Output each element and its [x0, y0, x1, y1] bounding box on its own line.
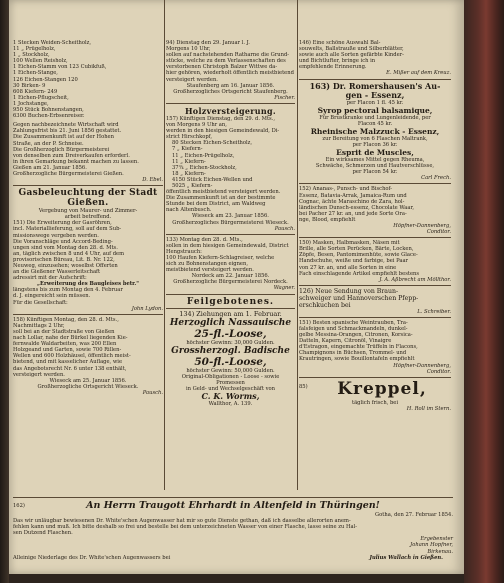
section-subheading: arbeit betreffend. — [64, 214, 112, 221]
divider — [166, 103, 295, 104]
ad-text — [299, 288, 451, 309]
text-line: Hengstrauch: — [166, 248, 202, 255]
text-line: Champignons in Büchsen, Trommel- und — [299, 350, 407, 357]
text-line: 80 Stecken Eichen-Scheitholz, — [172, 140, 253, 147]
text-line: von Morgens 9 Uhr an, — [166, 122, 227, 129]
notice-office: Großherzogliche Ortsgericht Wieseck. — [37, 383, 139, 390]
text-line: nge, Blood, empfiehlt — [299, 216, 356, 223]
ad-heading: 163) Dr. Romershausen's Au- — [309, 80, 441, 91]
text-line: 950 Stück Bohnenstangen, — [13, 107, 84, 114]
lottery-shop: in Geld- und Wechselgeschäft von — [186, 385, 275, 392]
text-line: sollen in dem hiesigen Gemeindewald, District — [166, 242, 289, 249]
ad-price: per Flacon 1 fl. 45 kr. — [346, 99, 404, 106]
text-line: 126) Neue Sendung von Braun- — [299, 287, 399, 295]
ad-text — [13, 518, 453, 536]
signature: H. Roll im Stern. — [406, 405, 451, 412]
ad-heading: Kreppel, — [337, 378, 427, 399]
lottery-shop-name: C. K. Worms, — [201, 391, 260, 402]
text-line: sowie auch alle Sorten gefärbte Kinder- — [299, 52, 404, 59]
wood-list — [166, 140, 295, 189]
text-line: sich zu Bohnenstangen eignen, — [166, 261, 248, 268]
ad-date: Gotha, den 27. Februar 1854. — [375, 512, 453, 518]
text-line: Flacon 45 kr. — [357, 120, 393, 127]
agency-text: Alleinige Niederlage des Dr. White'schen Augenwassers bei — [13, 554, 171, 561]
text-line: 1 Stecken Weiden-Scheitholz, — [13, 40, 92, 46]
ad-text — [299, 186, 451, 223]
signature: D. Ebel. — [142, 177, 163, 184]
text-line: 158) Künftigen Montag, den 28. d. Mts., — [13, 316, 119, 323]
text-line: Holzgeand und Garten, sowie 700 Rillen- — [13, 347, 122, 354]
divider — [299, 183, 451, 184]
text-line: Das wir unläugbar bewiesenen Dr. White'schen Augenwasser hat mir so gute Dienste gethan, daß ich dasselbe allerorten anem- — [13, 518, 351, 525]
text-line: soll bei an der Stadtstraße von Gießen — [13, 328, 115, 335]
left-page-edge — [0, 0, 9, 583]
notice-text — [166, 189, 295, 213]
text-line: 94) Dienstag den 29. Januar l. J. — [166, 40, 250, 46]
text-line: 11 „ Eichen-Prügelholz, — [172, 152, 235, 159]
text-line: nach Altenbusch. — [166, 207, 212, 214]
text-line: 1 „ Stockholz, — [13, 52, 50, 59]
text-line: strict Hirschkopf, — [166, 134, 213, 141]
divider — [299, 79, 451, 80]
ad-heading: An Herrn Traugott Ehrhardt in Altenfeld in Thüringen! — [86, 500, 380, 511]
ad-text — [299, 240, 451, 277]
lottery-intro: 134) Ziehungen am 1. Februar. — [179, 309, 282, 318]
text-line: 1 Eichen-Stange, — [13, 70, 58, 77]
kreppel-ad — [299, 380, 451, 400]
text-line: d'Estragon, eingemachte Trüffeln in Flacons, — [299, 344, 418, 351]
text-line: 100 Haufen Kiefern-Schlagreiser, welche — [166, 255, 275, 261]
notice-date: Nordeck am 22. Januar 1856. — [191, 273, 270, 280]
text-line: hier gehören, wiederholt öffentlich meistbietend — [166, 70, 294, 77]
notice-text — [166, 40, 295, 83]
divider — [166, 294, 295, 295]
text-line: versteigert werden. — [13, 371, 65, 378]
text-line: sollen auf nachstehenden Ratharne die Grund- — [166, 52, 290, 59]
bottom-shadow — [9, 574, 464, 583]
text-line: Promessen — [216, 379, 245, 386]
lottery-price: 25-fl.-Loose, — [194, 327, 267, 340]
wood-list — [13, 40, 163, 119]
text-line: 146) Eine schöne Auswahl Bal- — [299, 40, 381, 46]
text-line: Handschuhe, weiße und farbige, bei Paar — [299, 258, 409, 265]
text-line: Gegen nachbezeichnete Wirtschaft wird — [13, 122, 119, 129]
signature-title: Conditor. — [426, 229, 451, 236]
text-line: Neuweg, einzusehen; woselbst Offerten — [13, 263, 118, 269]
signature: Johann Hopfner, — [410, 542, 453, 549]
notice-text — [13, 287, 163, 305]
book-spine — [464, 0, 504, 583]
signature-title: Conditor. — [426, 368, 451, 375]
text-line: 11 „ Kiefern- — [172, 158, 206, 165]
text-line: 608 Kiefern- 249 — [13, 88, 58, 95]
section-heading: Gasbeleuchtung der Stadt — [18, 188, 158, 199]
divider — [299, 285, 451, 286]
text-line: Fach einschlagende Artikel empfiehlt bestens — [299, 270, 420, 277]
bottom-ad — [13, 500, 453, 562]
section-heading: Holzversteigerung. — [184, 105, 277, 116]
text-line: Wellen und 600 Holzhäusel, öffentlich meist- — [13, 353, 131, 360]
signature: L. Schreiber. — [417, 308, 451, 315]
notice-text — [13, 317, 163, 378]
text-line: das Angebotsrecht Nr. 6 unter 138 enthält, — [13, 365, 127, 372]
lottery-heading: Herzoglich Nassauische — [169, 317, 292, 328]
text-line: 151) Besten spanische Weintrauben, Tra- — [299, 319, 408, 326]
text-line: Gießen am 21. Januar 1856. — [13, 164, 87, 171]
text-line: bei Pacher 27 kr. an, und jede Sorte Ora- — [299, 210, 407, 217]
ad-heading: Esprit de Muscles, — [336, 148, 414, 158]
text-line: 1 Eichen-Stamm von 123 Cubikfuß, — [13, 64, 107, 71]
text-line: stücke, welche zu dem Verlassenschaften des — [166, 58, 286, 65]
lottery-text — [166, 374, 295, 386]
text-line: Essenz, Batavia-Arrak, Jamaica-Rum und — [299, 192, 407, 199]
text-line: erschkuchen bei — [299, 301, 351, 309]
text-line: souwelts, Ballstrauße und Silberblätter, — [299, 46, 404, 53]
column-divider — [164, 0, 165, 490]
text-line: provisorischen Büreau, Lit. B. Nr. 122, — [13, 256, 115, 263]
lottery-heading: Grossherzogl. Badische — [171, 345, 290, 356]
text-line: Für die Gesellschaft: — [13, 299, 68, 306]
ad-heading: Rheinische Malzzuck - Essenz, — [310, 126, 440, 136]
text-line: falsfeigen und Schmackmandeln, dunkel- — [299, 326, 408, 332]
divider — [13, 497, 453, 498]
text-line: Die Voranschläge und Accord-Beding- — [13, 238, 113, 245]
divider — [13, 314, 163, 315]
notice-bold-line: „Erweiterung des Baugleises betr." — [37, 281, 139, 288]
text-line: Stunde bei dem District, am Waldweg — [166, 201, 266, 208]
signature: Pausch. — [274, 225, 295, 232]
text-line: meistbietend versteigert werden. — [166, 267, 254, 274]
column-divider — [297, 0, 298, 490]
text-line: Zahlungsfrist bis 21. Juni 1856 gestattet. — [13, 128, 122, 135]
ad-number: 85) — [299, 383, 308, 390]
text-line: Original-Obligationen - Loose - sowie — [181, 373, 280, 380]
divider — [166, 308, 295, 309]
text-line: Für Brustkranke und Lungenleidende, per — [319, 114, 431, 121]
text-line: schweiger und Hannoverschen Pfepp- — [299, 294, 419, 302]
lottery-prize: höchster Gewinn: 50,000 Gulden. — [186, 367, 275, 374]
notice-office: Großherzogliches Bürgermeisterei Wieseck. — [172, 219, 289, 226]
text-line: 150) Masken, Halbmasken, Näsen mit — [299, 240, 400, 247]
text-line: Schwäche, Schmerzen und Hautverschlüsse, — [315, 163, 435, 170]
text-line: in ihren Gemarkung bekannt machen zu lassen. — [13, 158, 139, 165]
ad-text: zur Bereitung von 6 Flaschen Maltrank, — [322, 135, 428, 142]
text-line: 126 Eichen-Stangen 120 — [13, 76, 78, 83]
divider — [299, 237, 451, 238]
notice-text — [166, 237, 295, 274]
lottery-price: 50-fl.-Loose, — [194, 355, 267, 368]
notice-date: Wieseck am 23. Januar 1856. — [192, 213, 269, 220]
text-line: ländischen Dunsch-essenz, Chocolate Waar, — [299, 204, 415, 211]
text-line: 100 Wellen Reisholz, — [13, 58, 68, 65]
text-line: 30 Birken- 9 — [13, 82, 46, 89]
signature: Höpfner-Dannenberg, — [393, 362, 451, 369]
text-line: 37¾ „ Eichen-Stockholz, — [172, 164, 237, 171]
text-line: fernwalde Waldarbeiten, was 200 Ellen — [13, 341, 117, 348]
signature: Höpfner-Dannenberg, — [393, 222, 451, 229]
text-line: 18 „ Kiefern- — [172, 170, 206, 177]
ad-text — [299, 320, 451, 363]
lottery-shop-address: Wallthor, A. 139. — [208, 401, 253, 408]
text-line: adressirt mit der Aufschrift: — [13, 275, 87, 282]
notice-text — [13, 122, 163, 177]
text-line: empfehlende Erinnerung. — [299, 64, 367, 71]
notice-text — [166, 116, 295, 140]
signature-role: Ergebenster — [420, 536, 453, 543]
text-line: d. J. eingereicht sein müssen. — [13, 293, 91, 300]
text-line: Großherzogliche Bürgermeisterei Gießen. — [13, 170, 124, 177]
signature: J. A. Aßbrecht am Möllthor. — [379, 276, 451, 283]
text-line: missionswege vergeben werden. — [13, 232, 99, 239]
text-line: per Flacon 54 kr. — [352, 169, 398, 176]
text-line: 1 Jochstange, — [13, 100, 49, 107]
text-line: fehlen kann und muß. Ich bitte deshalb so frei und bestelle bei dem unterzeichneten Wasser von einer Flasche, lasse seine zu Hal- — [13, 524, 357, 531]
text-line: längstens bis zum Montag den 4. Februar — [13, 287, 123, 294]
text-line: sen Dutzend Flaschen. — [13, 530, 73, 537]
text-line: 5025 „ Kiefern- — [172, 182, 213, 189]
signature-place: Birkenau. — [427, 548, 453, 555]
ad-heading: gen - Essenz, — [345, 89, 405, 100]
text-line: Die Großherzoglich Bürgermeisterei — [13, 146, 110, 153]
notice-office: Großherzogliches Ortsgericht Staufenberg. — [173, 88, 288, 95]
text-line: 11 „ Prügelholz, — [13, 46, 56, 53]
text-line: 133) Montag den 28. d. Mts., — [166, 236, 243, 243]
text-line: 151) Die Erweiterung der Gasröhren, — [13, 220, 112, 227]
divider — [166, 234, 295, 235]
notice-date: Staufenberg am 16. Januar 1856. — [186, 82, 275, 89]
text-line: an, täglich zwischen 8 und 4 Uhr, auf dem — [13, 250, 125, 257]
text-line: Datteln, Kapern, Citronöl, Vinaigre — [299, 338, 392, 345]
text-line: Krautringen, sowie Bouillontafeln empfiehlt — [299, 356, 415, 363]
text-line: nach Lollar, nahe der Bürkel liegenden Kie- — [13, 335, 128, 342]
lottery-prize: höchster Gewinn: 30,000 Gulden. — [186, 339, 275, 346]
text-line: 157) Künftigen Dienstag, den 29. d. Mts., — [166, 115, 276, 122]
column-2 — [166, 40, 295, 492]
text-line: werden in den hiesigen Gemeindewald, Di- — [166, 128, 280, 135]
text-line: Die Zusammenkunft ist auf der Hohen — [13, 134, 114, 141]
text-line: Morgens 10 Uhr, — [166, 46, 211, 53]
text-line: Ein wirksames Mittel gegen Rheuma, — [325, 157, 425, 164]
ad-text — [299, 157, 451, 175]
text-line: Straße, an der P. Schneise. — [13, 140, 84, 147]
text-line: an die Gießener Wasserleitschaft — [13, 269, 101, 276]
text-line: Cognac, ächte Maraschino de Zara, hol- — [299, 198, 405, 205]
text-line: ungen sind vom Montag den 28. d. Mts. — [13, 244, 118, 251]
divider — [299, 317, 451, 318]
section-subheading: Vergebung von Maurer- und Zimmer- — [38, 208, 138, 215]
notice-text — [13, 220, 163, 281]
ad-number: 162) — [13, 503, 25, 509]
signature: Fischer. — [274, 94, 295, 101]
text-line: gelbe Messina-Orangen, Citronen, Korsica- — [299, 332, 413, 339]
ad-text: täglich frisch, bei — [351, 399, 399, 406]
section-heading: Feilgebotenes. — [186, 296, 275, 307]
text-line: Die Zusammenkunft ist an der bestimmte — [166, 195, 276, 202]
text-line: 152) Ananas-, Punsch- und Bischof- — [299, 186, 393, 193]
ad-price: per Flacon 36 kr. — [352, 141, 398, 148]
ad-heading: Syrop pectoral balsamique, — [317, 105, 433, 115]
text-line: verstorbenen Christoph Balzer Wittwe da- — [166, 64, 278, 71]
signature: Carl Frech. — [421, 175, 451, 182]
notice-date: Wieseck am 25. Januar 1856. — [49, 377, 127, 384]
ad-text — [299, 115, 451, 127]
text-line: versteigert werden. — [166, 76, 218, 83]
text-line: und Bichtlufter, bringe ich in — [299, 58, 376, 65]
section-heading: Gießen. — [67, 198, 109, 209]
text-line: 4150 Stück Eichen-Wellen und — [172, 176, 253, 183]
text-line: von 27 kr. an, und alle Sorten in eine — [299, 264, 397, 271]
divider — [13, 185, 163, 186]
text-line: 6300 Buchen-Erbsenreiser. — [13, 113, 85, 120]
signature: Wagner. — [273, 285, 295, 292]
text-line: Brille, alle Sorten Perücken, Bärte, Locken, — [299, 246, 414, 253]
text-line: Nachmittags 2 Uhr, — [13, 322, 65, 329]
text-line: 7 „ Kiefern- — [172, 146, 203, 153]
column-3 — [299, 40, 451, 492]
notice-office: Großherzogliche Bürgermeisterei Nordeck. — [173, 279, 288, 286]
signature: Pausch. — [142, 389, 163, 396]
divider — [299, 377, 451, 378]
text-line: incl. Materiallieferung, soll auf dem Sub- — [13, 226, 122, 233]
text-line: Zöpfe, Besen, Pantomimenhüte, sowie Glace- — [299, 252, 418, 259]
signature: John Lydon. — [131, 305, 163, 312]
text-line: bietend, und mit kasselicher Auflage, wie — [13, 359, 123, 366]
ad-text — [299, 40, 451, 70]
signature: E. Mißer auf dem Kreuz. — [386, 70, 451, 77]
agency-name: Julius Wallach in Gießen. — [369, 554, 443, 561]
text-line: 1 Eichen-Pflugscheit, — [13, 94, 69, 101]
text-line: öffentlich meistbietend versteigert werden. — [166, 189, 281, 196]
text-line: von denselben zum Dreiverkaufen erforderl. — [13, 152, 130, 159]
column-1 — [13, 40, 163, 492]
